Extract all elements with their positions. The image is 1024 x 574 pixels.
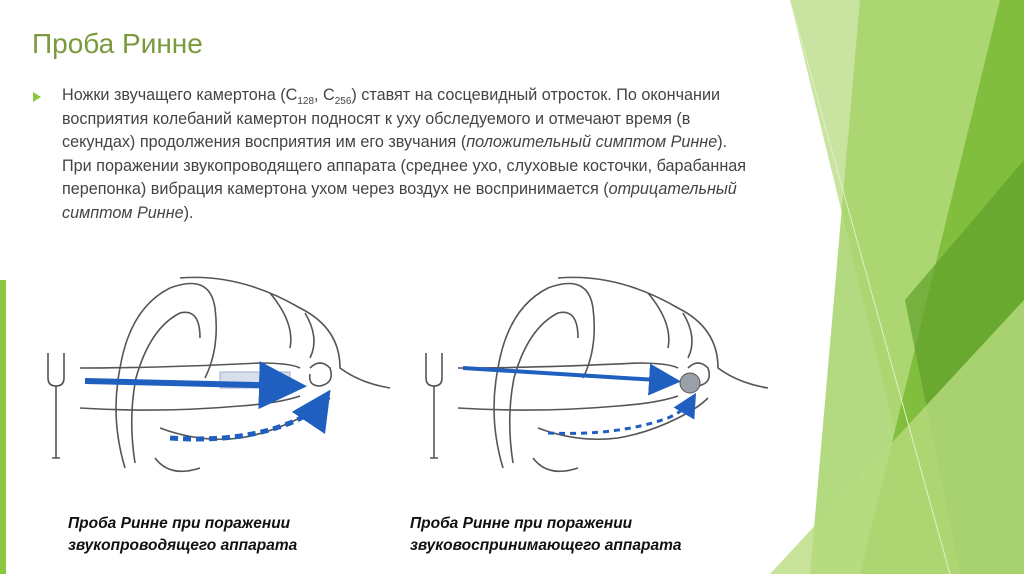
positive-rinne-sign: положительный симптом Ринне (466, 133, 718, 152)
bullet-arrow-icon (33, 92, 41, 102)
ear-helix (510, 312, 578, 463)
ear-canal-lower (458, 396, 678, 410)
deco-shape-light (770, 300, 1024, 574)
skull-line (180, 277, 390, 388)
caption-left-line-2: звукопроводящего аппарата (68, 537, 298, 554)
paragraph-text-2: , С (314, 86, 335, 104)
skull-line (558, 277, 768, 388)
caption-right-line-2: звуковоспринимающего аппарата (410, 537, 682, 554)
affected-inner-ear (680, 373, 700, 393)
tuning-fork-icon (48, 353, 64, 458)
deco-shape-back (790, 0, 1024, 574)
air-conduction-arrow (463, 368, 673, 381)
deco-shape-dark (905, 160, 1024, 574)
ear-canal-upper (80, 363, 300, 368)
bone-conduction-arrow (170, 398, 325, 439)
caption-left-line-1: Проба Ринне при поражении (68, 515, 291, 532)
paragraph-text-5: ). (183, 203, 194, 222)
cochlea-outline (310, 363, 332, 386)
left-accent-stripe (0, 280, 6, 574)
negative-rinne-sign: отрицательный симптом Ринне (62, 180, 737, 222)
tuning-fork-icon (426, 353, 442, 458)
subscript-128: 128 (297, 96, 315, 108)
paragraph-text-1: Ножки звучащего камертона (С (62, 86, 298, 104)
paragraph-text-3: ) ставят на сосцевидный отросток. По окончании восприятия колебаний камертон подносят к уху обследуемого и отмечают время (в секундах) продолжения восприятия им его звучания ( (62, 86, 721, 152)
slide-title: Проба Ринне (32, 28, 203, 59)
bone-conduction-arrow (548, 398, 693, 433)
deco-shape-front (860, 0, 1024, 574)
caption-conductive (68, 513, 368, 557)
caption-right-line-1: Проба Ринне при поражении (410, 515, 633, 532)
ear-diagram-sensorineural (418, 268, 778, 478)
ear-canal-lower (80, 396, 300, 410)
ear-diagram-conductive (40, 268, 400, 478)
lobule (533, 458, 578, 471)
body-paragraph (62, 84, 752, 226)
paragraph-text-4: ). При поражении звукопроводящего аппарата (среднее ухо, слуховые косточки, барабанная перепонка) вибрация камертона ухом через воздух не воспринимается ( (62, 133, 747, 199)
ear-canal-upper (458, 363, 678, 368)
subscript-256: 256 (334, 96, 352, 108)
deco-line (790, 0, 950, 574)
deco-shape-mid (810, 0, 1024, 574)
lobule (155, 458, 200, 471)
caption-sensorineural (410, 513, 750, 557)
